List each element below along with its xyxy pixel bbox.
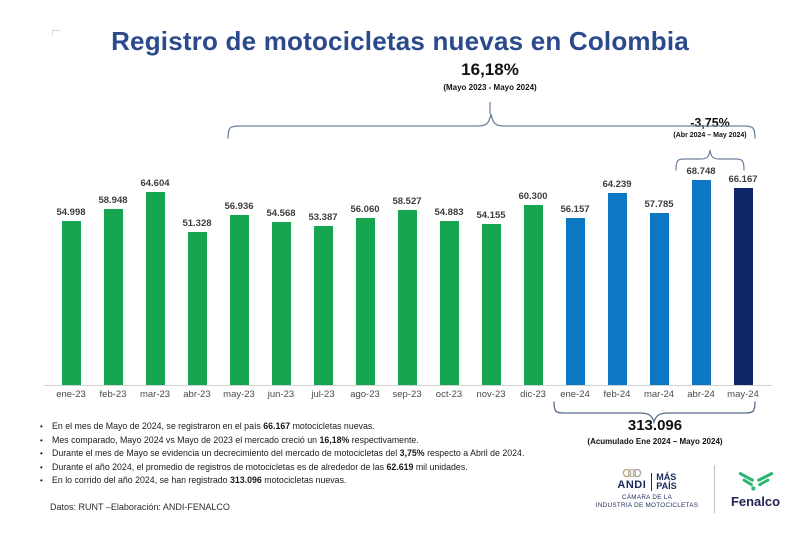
- accumulated-total: 313.096: [627, 417, 683, 434]
- x-axis-line: [44, 385, 772, 386]
- bullet-item: [38, 434, 578, 448]
- bullet-item: [38, 461, 578, 475]
- page-title: Registro de motocicletas nuevas en Colombia: [111, 26, 689, 56]
- bar-ene-23: [62, 221, 81, 385]
- bar-ene-24: [566, 218, 585, 385]
- bullet-text: En el mes de Mayo de 2024, se registraron en el país 66.167 motocicletas nuevas.: [52, 421, 375, 431]
- bullet-item: [38, 474, 578, 488]
- fenalco-wings-icon: [737, 470, 775, 492]
- x-axis-label-dic-23: dic-23: [520, 389, 546, 400]
- footer-logos: [588, 460, 788, 518]
- andi-wordmark: ANDI: [617, 479, 647, 491]
- x-axis-label-may-24: may-24: [727, 389, 759, 400]
- bullet-text: En lo corrido del año 2024, se han registrado 313.096 motocicletas nuevas.: [52, 475, 347, 486]
- bar-column-feb-23: [92, 158, 134, 385]
- source-note: Datos: RUNT –Elaboración: ANDI-FENALCO: [50, 502, 230, 512]
- x-axis-label-feb-23: feb-23: [99, 389, 127, 400]
- bar-column-abr-24: [680, 158, 722, 385]
- bar-dic-23: [524, 205, 543, 385]
- bar-column-abr-23: [176, 158, 218, 385]
- bar-value-label: 54.883: [434, 207, 464, 218]
- bullet-icon: •: [40, 476, 43, 486]
- bar-nov-23: [482, 224, 501, 385]
- x-axis-label-mar-24: mar-24: [643, 389, 675, 400]
- bar-column-ene-23: [50, 158, 92, 385]
- x-axis-label-sep-23: sep-23: [392, 389, 422, 400]
- bullet-icon: •: [40, 449, 43, 459]
- bullet-icon: •: [40, 435, 43, 445]
- mom-decline-value: -3,75%: [690, 116, 730, 130]
- x-axis-label-ene-24: ene-24: [560, 389, 590, 400]
- bar-value-label: 57.785: [644, 199, 674, 210]
- bar-value-label: 56.157: [560, 204, 590, 215]
- mom-decline-period: (Abr 2024 – May 2024): [673, 132, 747, 139]
- x-axis-label-ago-23: ago-23: [350, 389, 380, 400]
- bullet-item: [38, 420, 578, 434]
- accumulated-annotation: [575, 417, 735, 446]
- fenalco-logo: [723, 470, 788, 509]
- bar-column-mar-23: [134, 158, 176, 385]
- bar-jun-23: [272, 222, 291, 385]
- bar-column-jul-23: [302, 158, 344, 385]
- bar-sep-23: [398, 210, 417, 385]
- bullet-text: Mes comparado, Mayo 2024 vs Mayo de 2023 el mercado creció un 16,18% respectivamente.: [52, 434, 419, 445]
- x-axis-label-may-23: may-23: [223, 389, 255, 400]
- bar-feb-24: [608, 193, 627, 385]
- x-axis-label-abr-24: abr-24: [687, 389, 715, 400]
- x-axis-label-feb-24: feb-24: [603, 389, 631, 400]
- bar-value-label: 54.998: [56, 207, 86, 218]
- bar-column-mar-24: [638, 158, 680, 385]
- bar-feb-23: [104, 209, 123, 385]
- bar-column-dic-23: [512, 158, 554, 385]
- fenalco-wordmark: Fenalco: [730, 493, 781, 509]
- x-axis-label-jul-23: jul-23: [311, 389, 335, 400]
- bar-value-label: 68.748: [686, 166, 716, 177]
- andi-circles-icon: [620, 468, 644, 478]
- x-axis-label-jun-23: jun-23: [267, 389, 295, 400]
- bar-value-label: 51.328: [182, 218, 212, 229]
- bar-value-label: 54.568: [266, 208, 296, 219]
- x-axis-label-nov-23: nov-23: [476, 389, 506, 400]
- bar-value-label: 58.527: [392, 196, 422, 207]
- bullet-icon: •: [40, 462, 43, 472]
- bullet-icon: •: [40, 422, 43, 431]
- bar-mar-24: [650, 213, 669, 385]
- bar-ago-23: [356, 218, 375, 385]
- bar-mar-23: [146, 192, 165, 385]
- bar-abr-23: [188, 232, 207, 385]
- logos-divider: [714, 465, 715, 513]
- x-axis-label-ene-23: ene-23: [56, 389, 86, 400]
- x-axis-label-abr-23: abr-23: [183, 389, 211, 400]
- bullet-text: Durante el año 2024, el promedio de registros de motocicletas es de alrededor de las 62.619 mil unidades.: [52, 461, 468, 472]
- bar-column-ago-23: [344, 158, 386, 385]
- bar-jul-23: [314, 226, 333, 385]
- bar-column-nov-23: [470, 158, 512, 385]
- bar-value-label: 66.167: [728, 174, 758, 185]
- andi-caption-line2: INDUSTRIA DE MOTOCICLETAS: [595, 502, 699, 509]
- yoy-growth-value: 16,18%: [461, 60, 519, 79]
- bullet-text: Durante el mes de Mayo se evidencia un decrecimiento del mercado de motocicletas del 3,75% respecto a Abril de 2024.: [52, 448, 525, 459]
- bar-value-label: 54.155: [476, 210, 506, 221]
- mom-annotation: [632, 116, 788, 139]
- mas-pais-wordmark: [651, 473, 676, 491]
- bar-column-ene-24: [554, 158, 596, 385]
- bullet-list: [38, 420, 578, 488]
- bar-value-label: 53.387: [308, 212, 338, 223]
- bar-may-24: [734, 188, 753, 385]
- x-axis-label-mar-23: mar-23: [139, 389, 171, 400]
- bar-value-label: 56.060: [350, 204, 380, 215]
- bar-column-feb-24: [596, 158, 638, 385]
- mas-pais-line1: MÁS: [656, 472, 677, 482]
- bar-column-sep-23: [386, 158, 428, 385]
- bar-value-label: 64.604: [140, 178, 170, 189]
- x-axis-label-oct-23: oct-23: [435, 389, 463, 400]
- yoy-annotation: [390, 60, 590, 92]
- bar-value-label: 60.300: [518, 191, 548, 202]
- x-axis-labels: [50, 389, 764, 400]
- bar-value-label: 64.239: [602, 179, 632, 190]
- bar-value-label: 58.948: [98, 195, 128, 206]
- andi-logo: [588, 468, 706, 510]
- bar-may-23: [230, 215, 249, 385]
- bar-oct-23: [440, 221, 459, 385]
- yoy-growth-period: (Mayo 2023 - Mayo 2024): [443, 83, 537, 92]
- bar-value-label: 56.936: [224, 201, 254, 212]
- bar-abr-24: [692, 180, 711, 385]
- andi-caption-line1: CÁMARA DE LA: [621, 494, 673, 501]
- bar-column-may-24: [722, 158, 764, 385]
- bar-chart: [50, 158, 764, 385]
- bullet-item: [38, 447, 578, 461]
- bar-column-may-23: [218, 158, 260, 385]
- bar-column-oct-23: [428, 158, 470, 385]
- bar-column-jun-23: [260, 158, 302, 385]
- mas-pais-line2: PAÍS: [656, 481, 677, 491]
- accumulated-period: (Acumulado Ene 2024 – Mayo 2024): [587, 437, 723, 446]
